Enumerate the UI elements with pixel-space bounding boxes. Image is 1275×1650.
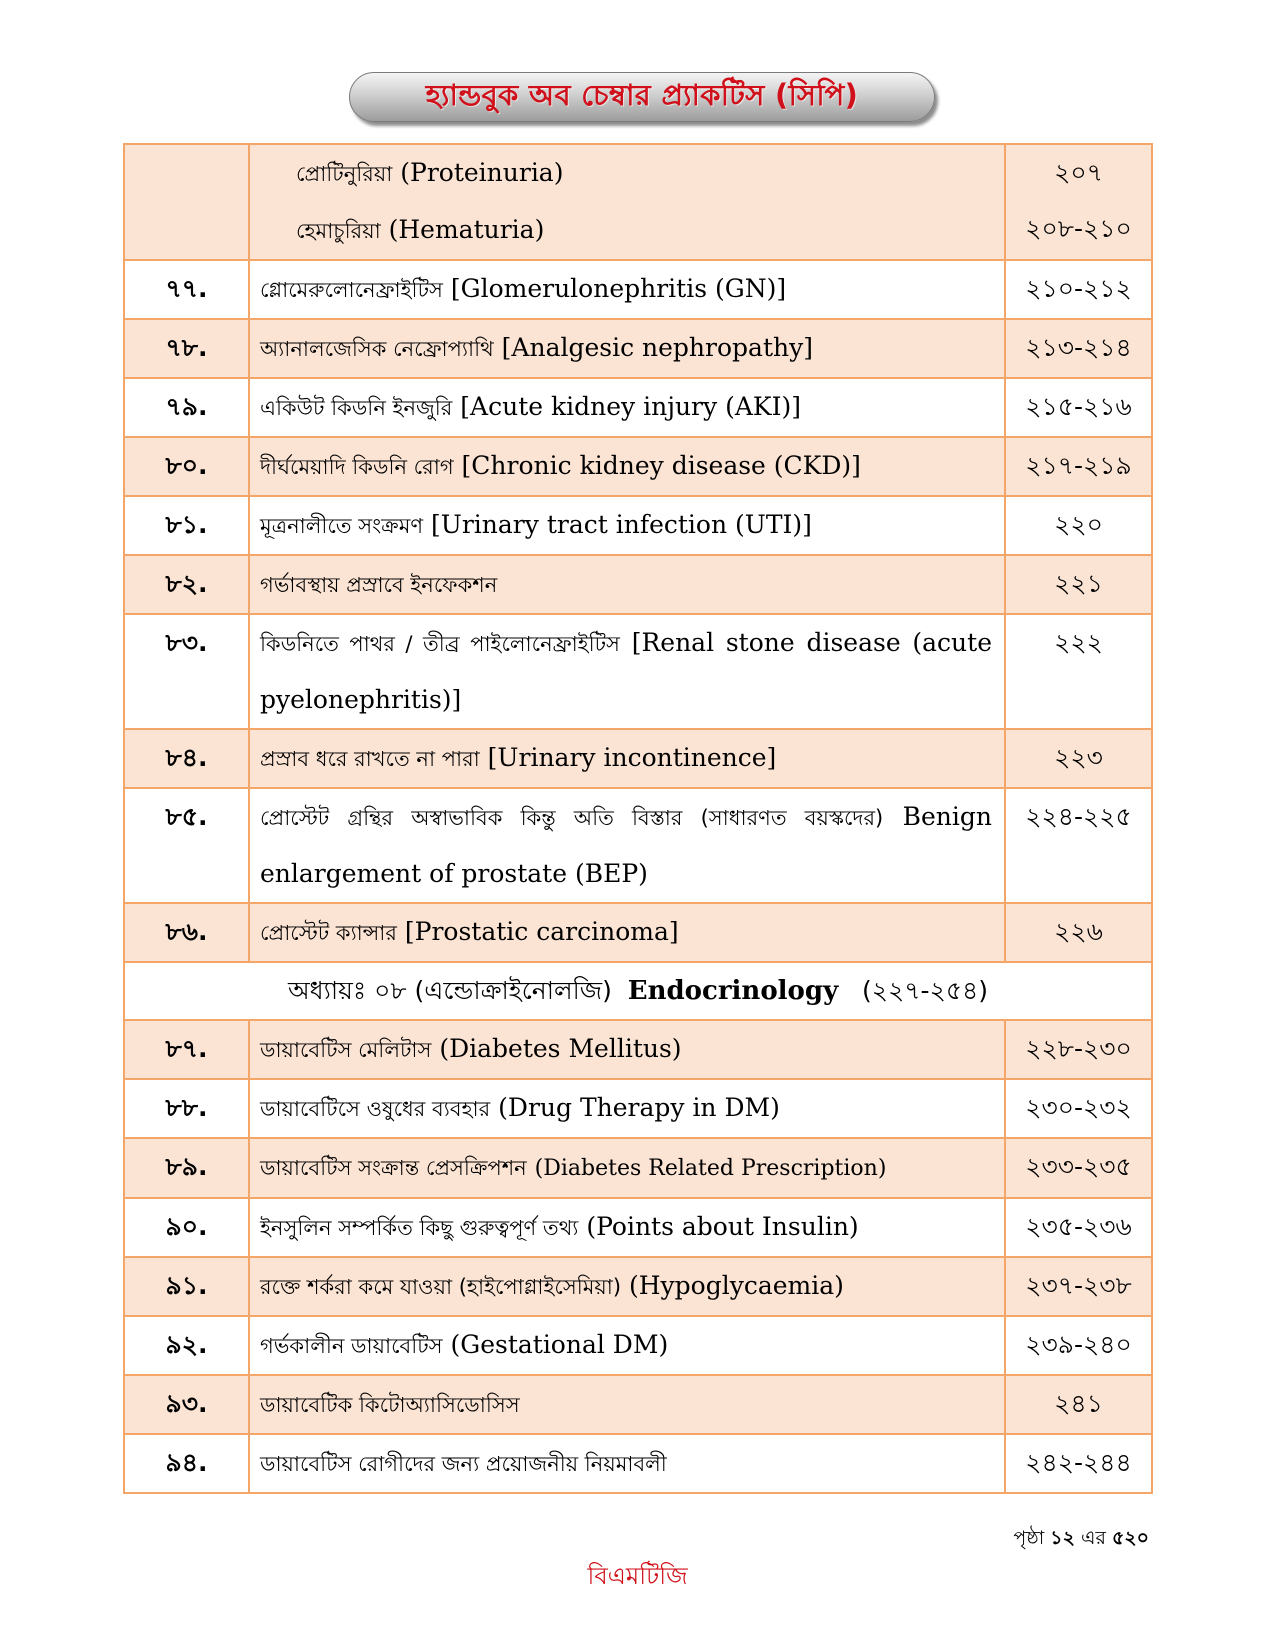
table-row [124, 1316, 1152, 1375]
topic-cell [249, 144, 1005, 260]
table-row [124, 1079, 1152, 1138]
chapter-title: Endocrinology [627, 976, 839, 1006]
page-counter: পৃষ্ঠা ১২ এর ৫২০ [1013, 1527, 1149, 1549]
row-number: ৭৭. [124, 260, 249, 319]
table-row [124, 260, 1152, 319]
row-number: ৯২. [124, 1316, 249, 1375]
topic-cell: ডায়াবেটিক কিটোঅ্যাসিডোসিস [249, 1375, 1005, 1434]
row-number: ৮৯. [124, 1138, 249, 1198]
table-row [124, 1434, 1152, 1493]
chapter-heading-row [124, 962, 1152, 1020]
page-range: ২০৭ ২০৮-২১০ [1005, 144, 1152, 260]
table-row [124, 437, 1152, 496]
page-range: ২১৫-২১৬ [1005, 378, 1152, 437]
page-range: ২২০ [1005, 496, 1152, 555]
page-range: ২৪১ [1005, 1375, 1152, 1434]
table-row [124, 1138, 1152, 1198]
table-row [124, 788, 1152, 903]
topic-cell: গর্ভাবস্থায় প্রস্রাবে ইনফেকশন [249, 555, 1005, 614]
page-range: ২৩৫-২৩৬ [1005, 1198, 1152, 1257]
chapter-page-range: (২২৭-২৫৪) [862, 976, 989, 1005]
table-row [124, 496, 1152, 555]
row-number [124, 144, 249, 260]
row-number: ৮৮. [124, 1079, 249, 1138]
row-number: ৮৩. [124, 614, 249, 729]
row-number: ৮০. [124, 437, 249, 496]
row-number: ৮৪. [124, 729, 249, 788]
topic-cell: কিডনিতে পাথর / তীব্র পাইলোনেফ্রাইটিস [Renal stone disease (acute pyelonephritis)] [249, 614, 1005, 729]
chapter-heading [124, 962, 1152, 1020]
book-title: হ্যান্ডবুক অব চেম্বার প্র্যাকটিস (সিপি) [425, 77, 859, 112]
topic-cell: মূত্রনালীতে সংক্রমণ [Urinary tract infection (UTI)] [249, 496, 1005, 555]
topic-cell: গর্ভকালীন ডায়াবেটিস (Gestational DM) [249, 1316, 1005, 1375]
table-row [124, 614, 1152, 729]
table-row [124, 319, 1152, 378]
topic-cell: প্রোস্টেট ক্যান্সার [Prostatic carcinoma] [249, 903, 1005, 962]
page-range: ২৩৯-২৪০ [1005, 1316, 1152, 1375]
page-range: ২২১ [1005, 555, 1152, 614]
row-number: ৮৬. [124, 903, 249, 962]
row-number: ৭৯. [124, 378, 249, 437]
publisher-brand: বিএমটিজি [587, 1562, 688, 1590]
page-range: ২১০-২১২ [1005, 260, 1152, 319]
page-range: ২৩৭-২৩৮ [1005, 1257, 1152, 1316]
table-row [124, 1257, 1152, 1316]
table-row [124, 1375, 1152, 1434]
table-row [124, 729, 1152, 788]
topic-cell: একিউট কিডনি ইনজুরি [Acute kidney injury (AKI)] [249, 378, 1005, 437]
page-range: ২৩০-২৩২ [1005, 1079, 1152, 1138]
row-number: ৯৪. [124, 1434, 249, 1493]
page-range: ২১৩-২১৪ [1005, 319, 1152, 378]
row-number: ৮৭. [124, 1020, 249, 1079]
topic-cell: ডায়াবেটিস মেলিটাস (Diabetes Mellitus) [249, 1020, 1005, 1079]
table-of-contents [123, 143, 1153, 1494]
header-banner [349, 72, 935, 122]
table-row [124, 903, 1152, 962]
row-number: ৮২. [124, 555, 249, 614]
page-range: ২২৮-২৩০ [1005, 1020, 1152, 1079]
total-pages: ৫২০ [1111, 1527, 1149, 1549]
page-range: ২২৪-২২৫ [1005, 788, 1152, 903]
topic-cell: প্রস্রাব ধরে রাখতে না পারা [Urinary incontinence] [249, 729, 1005, 788]
table-row [124, 555, 1152, 614]
table-row [124, 1198, 1152, 1257]
topic-cell: দীর্ঘমেয়াদি কিডনি রোগ [Chronic kidney disease (CKD)] [249, 437, 1005, 496]
topic-line: হেমাচুরিয়া (Hematuria) [296, 215, 545, 244]
table-row [124, 378, 1152, 437]
current-page-number: ১২ [1050, 1527, 1075, 1549]
page-range: ২৪২-২৪৪ [1005, 1434, 1152, 1493]
chapter-label: অধ্যায়ঃ ০৮ (এন্ডোক্রাইনোলজি) [287, 976, 612, 1005]
row-number: ৮৫. [124, 788, 249, 903]
row-number: ৭৮. [124, 319, 249, 378]
page-range: ২৩৩-২৩৫ [1005, 1138, 1152, 1198]
topic-cell: প্রোস্টেট গ্রন্থির অস্বাভাবিক কিন্তু অতি বিস্তার (সাধারণত বয়স্কদের) Benign enlargement of prostate (BEP) [249, 788, 1005, 903]
row-number: ৯১. [124, 1257, 249, 1316]
topic-cell: রক্তে শর্করা কমে যাওয়া (হাইপোগ্লাইসেমিয়া) (Hypoglycaemia) [249, 1257, 1005, 1316]
page-range: ২২৬ [1005, 903, 1152, 962]
topic-line: প্রোটিনুরিয়া (Proteinuria) [296, 158, 564, 187]
row-number: ৯৩. [124, 1375, 249, 1434]
table-row [124, 1020, 1152, 1079]
topic-cell: ডায়াবেটিস সংক্রান্ত প্রেসক্রিপশন (Diabetes Related Prescription) [249, 1138, 1005, 1198]
topic-cell: ডায়াবেটিস রোগীদের জন্য প্রয়োজনীয় নিয়মাবলী [249, 1434, 1005, 1493]
row-number: ৯০. [124, 1198, 249, 1257]
page-range: ২২২ [1005, 614, 1152, 729]
row-number: ৮১. [124, 496, 249, 555]
page-range: ২১৭-২১৯ [1005, 437, 1152, 496]
page-range: ২২৩ [1005, 729, 1152, 788]
topic-cell: গ্লোমেরুলোনেফ্রাইটিস [Glomerulonephritis (GN)] [249, 260, 1005, 319]
table-row [124, 144, 1152, 260]
topic-cell: ডায়াবেটিসে ওষুধের ব্যবহার (Drug Therapy in DM) [249, 1079, 1005, 1138]
topic-cell: অ্যানালজেসিক নেফ্রোপ্যাথি [Analgesic nephropathy] [249, 319, 1005, 378]
topic-cell: ইনসুলিন সম্পর্কিত কিছু গুরুত্বপূর্ণ তথ্য (Points about Insulin) [249, 1198, 1005, 1257]
